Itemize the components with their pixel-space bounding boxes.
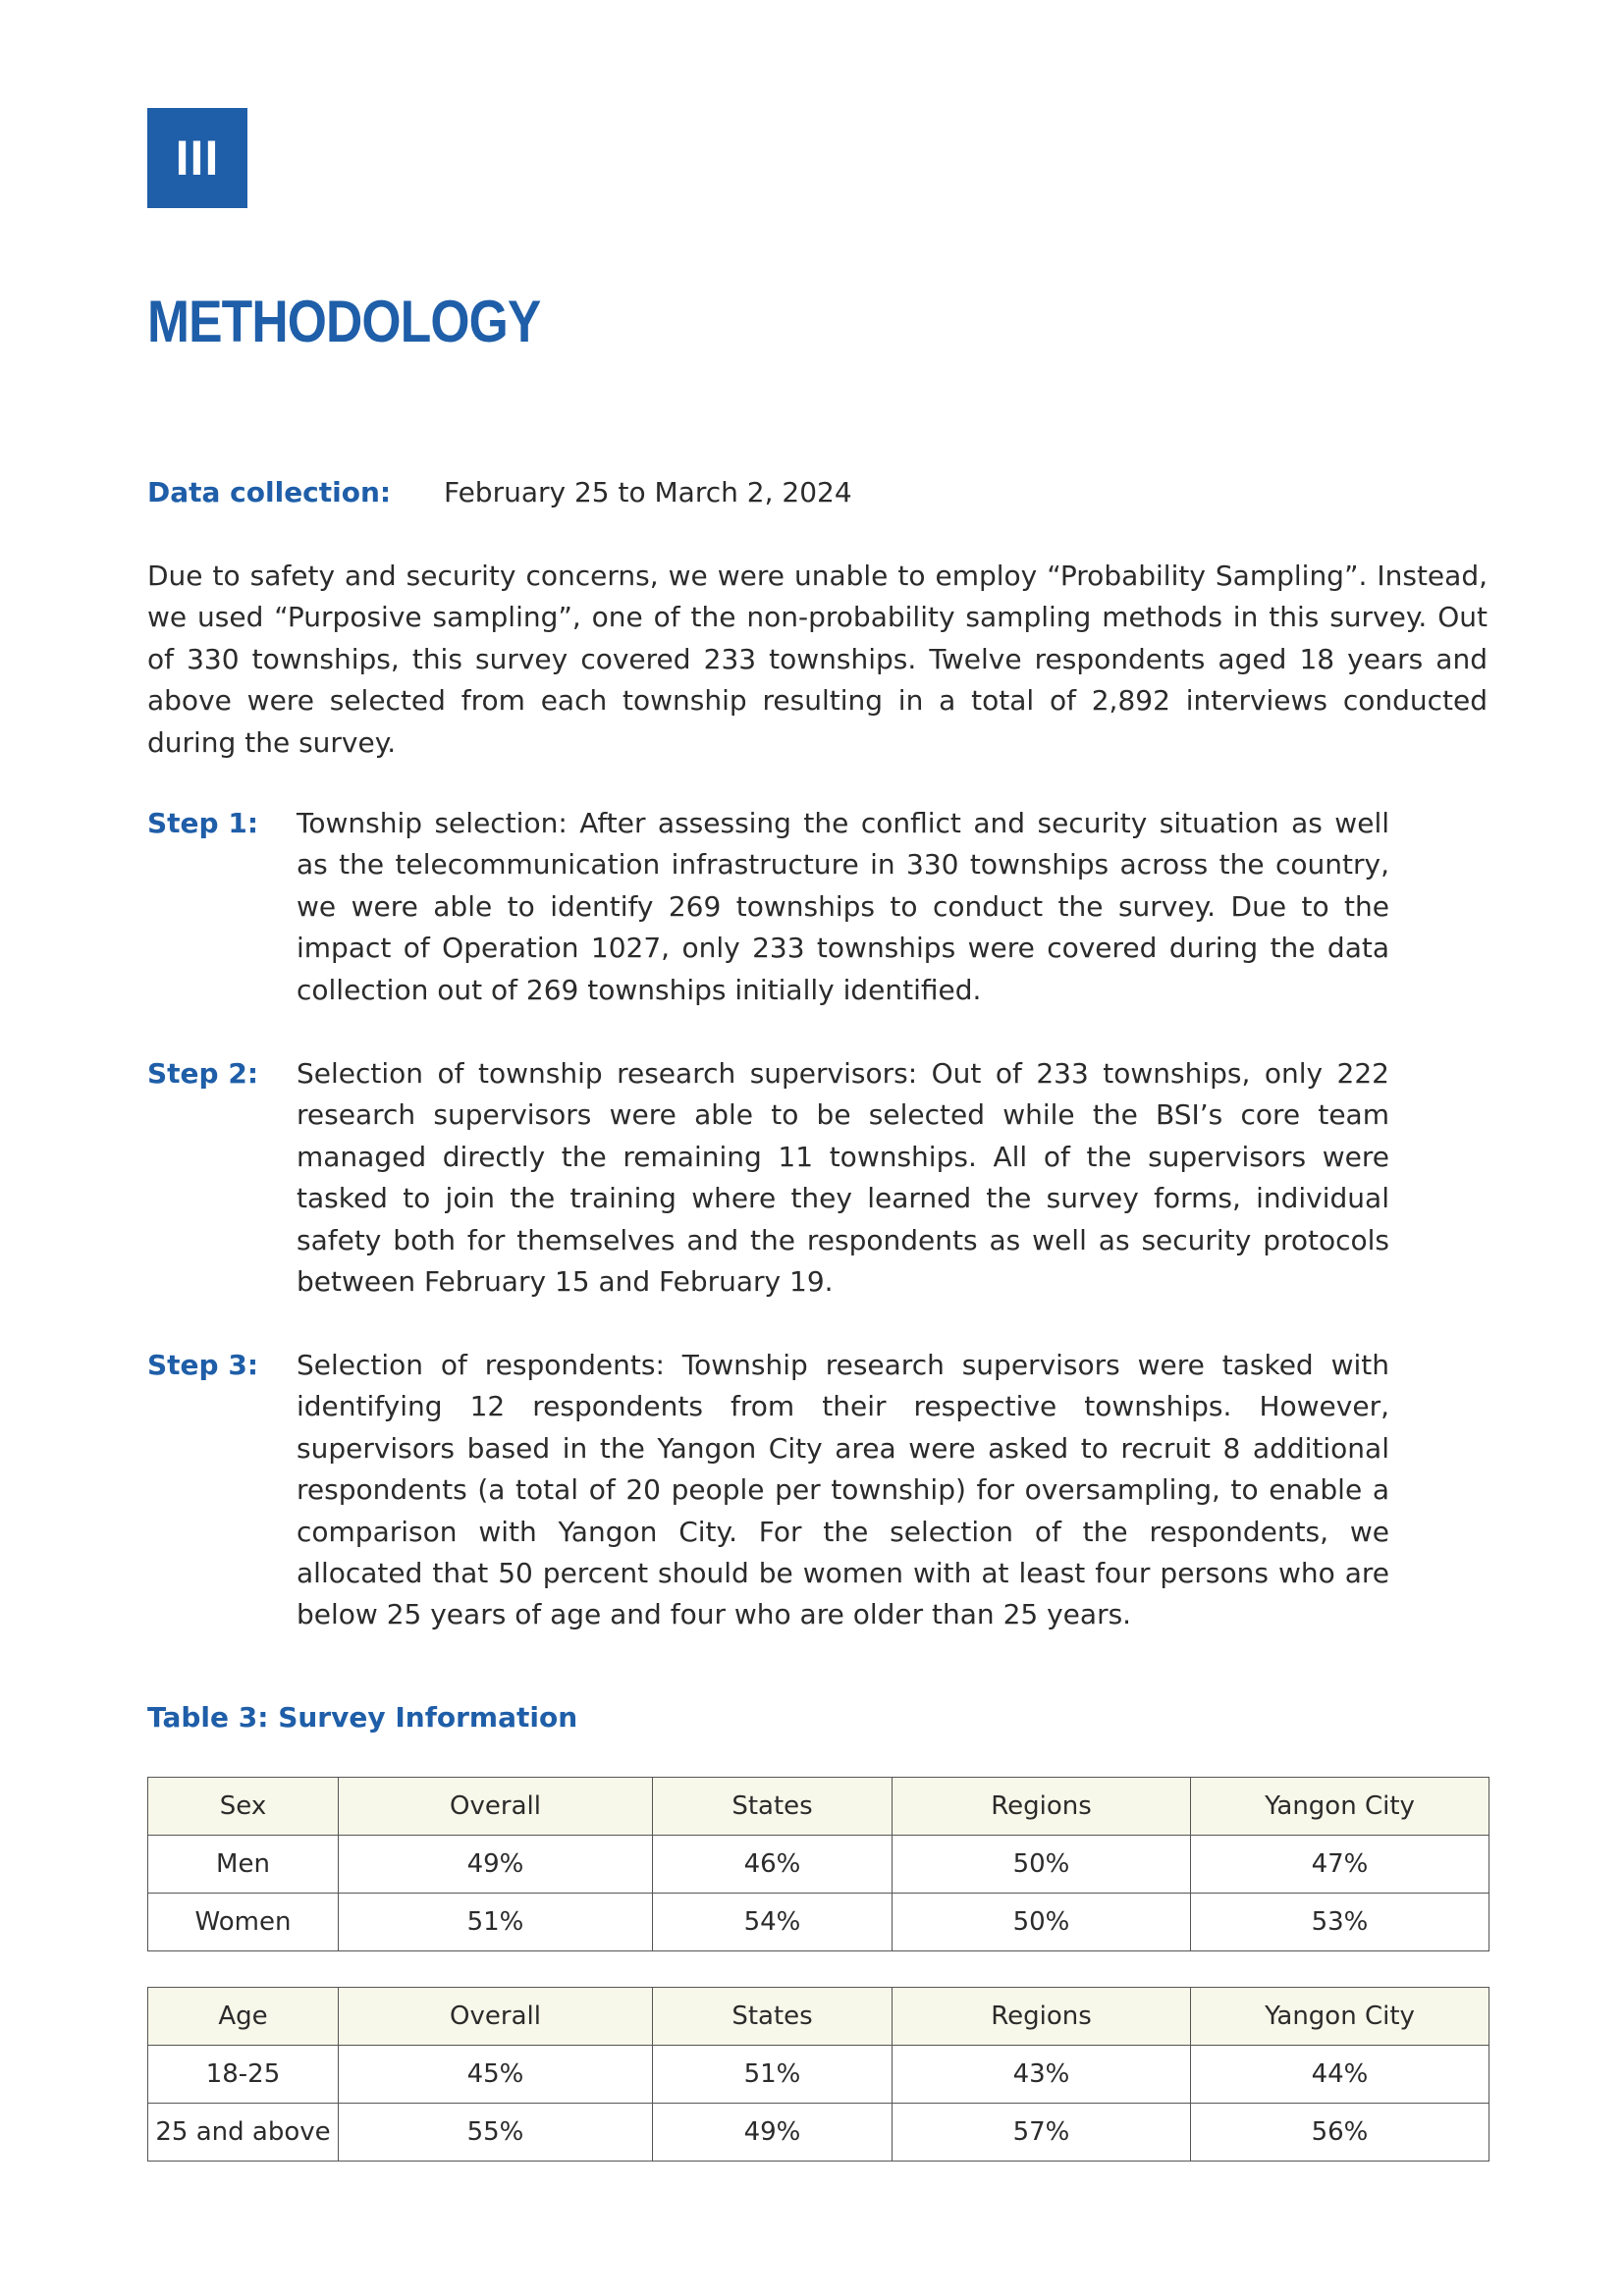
table-cell: 25 and above <box>148 2104 339 2162</box>
age-table <box>147 1987 1489 2162</box>
table-cell: 43% <box>893 2046 1191 2104</box>
table-header: Yangon City <box>1191 1988 1489 2046</box>
table-cell: Women <box>148 1894 339 1951</box>
table-header: Regions <box>893 1988 1191 2046</box>
table-header: Yangon City <box>1191 1778 1489 1836</box>
data-collection-label: Data collection: <box>147 476 392 508</box>
step-1-text: Township selection: After assessing the conflict and security situation as well as the telecommunication infrastructure in 330 townships across the country, we were able to identify 269 townships to conduct the survey. Due to the impact of Operation 1027, only 233 townships were covered during the data collection out of 269 townships initially identified. <box>297 807 1389 1006</box>
step-1-label: Step 1: <box>147 807 259 839</box>
table-cell: 18-25 <box>148 2046 339 2104</box>
table-cell: 55% <box>339 2104 653 2162</box>
table-cell: 51% <box>653 2046 893 2104</box>
sex-table <box>147 1777 1489 1951</box>
table-row <box>148 1894 1489 1951</box>
table-cell: 50% <box>893 1836 1191 1894</box>
table-row <box>148 1836 1489 1894</box>
table-header: Sex <box>148 1778 339 1836</box>
table-cell: 57% <box>893 2104 1191 2162</box>
table-cell: 51% <box>339 1894 653 1951</box>
table-header: States <box>653 1778 893 1836</box>
data-collection-dates: February 25 to March 2, 2024 <box>444 476 852 508</box>
step-3-label: Step 3: <box>147 1349 259 1381</box>
table-header: Regions <box>893 1778 1191 1836</box>
sex-table-header-row <box>148 1778 1489 1836</box>
step-3-text: Selection of respondents: Township research supervisors were tasked with identifying 12 respondents from their respective townships. However, supervisors based in the Yangon City area were asked to recruit 8 additional respondents (a total of 20 people per township) for oversampling, to enable a comparison with Yangon City. For the selection of the respondents, we allocated that 50 percent should be women with at least four persons who are below 25 years of age and four who are older than 25 years. <box>297 1349 1389 1631</box>
table-cell: 45% <box>339 2046 653 2104</box>
table-caption: Table 3: Survey Information <box>147 1701 578 1734</box>
table-header: Age <box>148 1988 339 2046</box>
table-cell: 49% <box>339 1836 653 1894</box>
table-cell: 54% <box>653 1894 893 1951</box>
table-cell: 47% <box>1191 1836 1489 1894</box>
step-2-text: Selection of township research supervisors: Out of 233 townships, only 222 research supervisors were able to be selected while the BSI’s core team managed directly the remaining 11 townships. All of the supervisors were tasked to join the training where they learned the survey forms, individual safety both for themselves and the respondents as well as security protocols between February 15 and February 19. <box>297 1057 1389 1299</box>
table-row <box>148 2104 1489 2162</box>
table-cell: 53% <box>1191 1894 1489 1951</box>
table-cell: 44% <box>1191 2046 1489 2104</box>
section-number-badge: III <box>147 108 247 208</box>
table-cell: Men <box>148 1836 339 1894</box>
step-2-label: Step 2: <box>147 1057 259 1090</box>
intro-paragraph: Due to safety and security concerns, we were unable to employ “Probability Sampling”. Instead, we used “Purposive sampling”, one of the non-probability sampling methods in this survey. Out of 330 townships, this survey covered 233 townships. Twelve respondents aged 18 years and above were selected from each township resulting in a total of 2,892 interviews conducted during the survey. <box>147 560 1488 759</box>
table-cell: 46% <box>653 1836 893 1894</box>
table-header: Overall <box>339 1778 653 1836</box>
table-cell: 49% <box>653 2104 893 2162</box>
table-row <box>148 2046 1489 2104</box>
table-header: States <box>653 1988 893 2046</box>
table-cell: 56% <box>1191 2104 1489 2162</box>
table-header: Overall <box>339 1988 653 2046</box>
page-title: METHODOLOGY <box>147 289 541 354</box>
age-table-header-row <box>148 1988 1489 2046</box>
table-cell: 50% <box>893 1894 1191 1951</box>
